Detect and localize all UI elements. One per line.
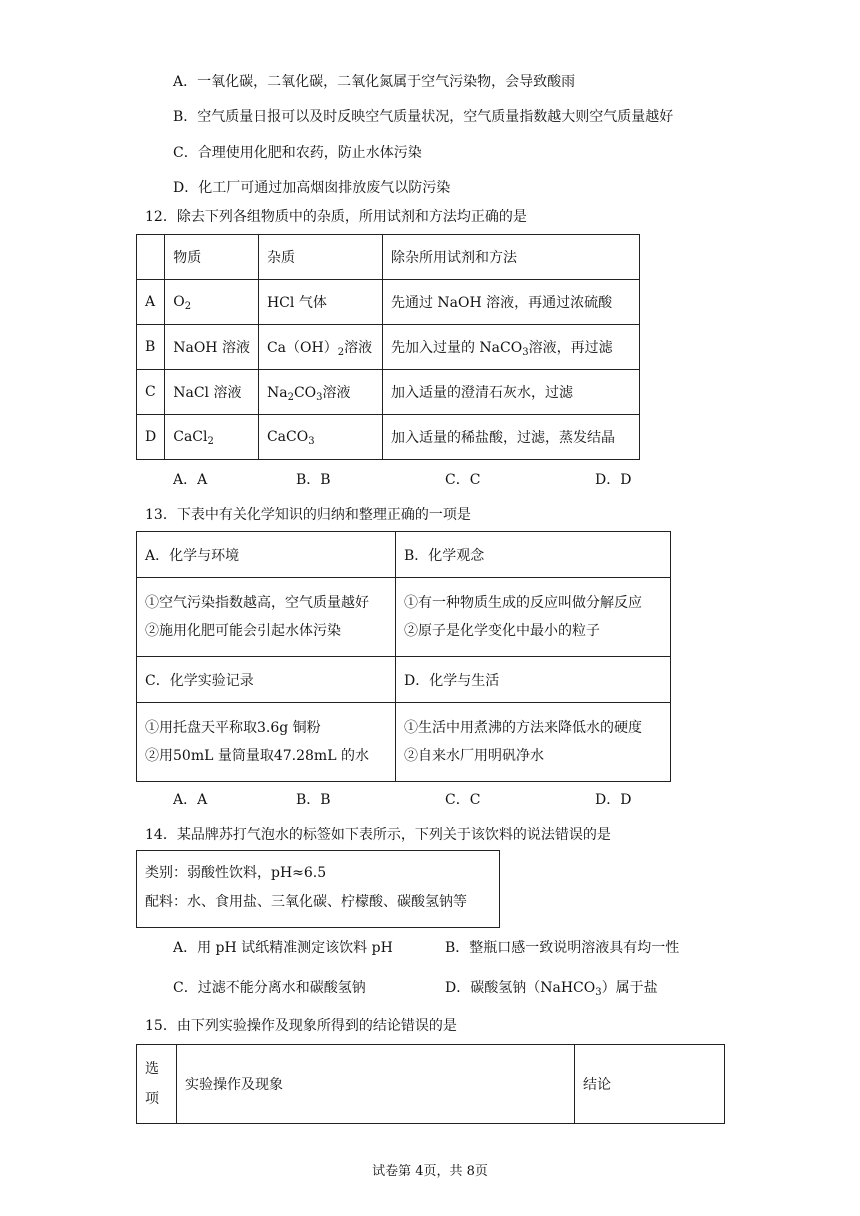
table-cell xyxy=(137,703,396,782)
q13-choice-d: D．D xyxy=(595,792,632,808)
list-item: ②自来水厂用明矾净水 xyxy=(404,748,544,764)
section-title-c: C．化学实验记录 xyxy=(137,657,396,703)
table-row xyxy=(137,415,640,460)
table-cell: NaOH 溶液 xyxy=(165,325,259,370)
table-header: 实验操作及现象 xyxy=(177,1045,575,1124)
list-item: ②施用化肥可能会引起水体污染 xyxy=(145,623,341,639)
table-cell: 先加入过量的 NaCO$_3$溶液，再过滤 xyxy=(382,325,639,370)
q12-choices xyxy=(0,470,860,490)
table-cell: $Na_2CO_3$溶液 xyxy=(258,370,382,415)
section-title-d: D．化学与生活 xyxy=(396,657,671,703)
q14-stem: 14．某品牌苏打气泡水的标签如下表所示，下列关于该饮料的说法错误的是 xyxy=(145,827,611,843)
table-row xyxy=(137,532,671,578)
table-header: 结论 xyxy=(575,1045,725,1124)
product-label-box xyxy=(136,850,500,928)
table-cell: 加入适量的澄清石灰水，过滤 xyxy=(382,370,639,415)
q12-choice-a: A．A xyxy=(173,472,208,488)
row-label: A xyxy=(137,280,165,325)
q11-option-d: D．化工厂可通过加高烟囱排放废气以防污染 xyxy=(173,180,451,196)
list-item: ①用托盘天平称取3.6g 铜粉 xyxy=(145,720,321,736)
q13-table xyxy=(136,531,671,782)
page-footer: 试卷第 4页，共 8页 xyxy=(372,1164,488,1179)
q11-option-a: A．一氧化碳，二氧化碳，二氧化氮属于空气污染物，会导致酸雨 xyxy=(173,74,576,90)
list-item: ①空气污染指数越高，空气质量越好 xyxy=(145,595,369,611)
table-cell: 先通过 NaOH 溶液，再通过浓硫酸 xyxy=(382,280,639,325)
table-cell xyxy=(137,578,396,657)
table-cell: HCl 气体 xyxy=(258,280,382,325)
label-category: 类别：弱酸性饮料，pH≈6.5 xyxy=(145,865,327,881)
table-row xyxy=(137,325,640,370)
table-cell: $O_2$ xyxy=(165,280,259,325)
table-row xyxy=(137,657,671,703)
table-header: 物质 xyxy=(165,235,259,280)
row-label: D xyxy=(137,415,165,460)
header-char: 选 xyxy=(145,1061,159,1077)
header-char: 项 xyxy=(145,1091,159,1107)
q11-option-b: B．空气质量日报可以及时反映空气质量状况，空气质量指数越大则空气质量越好 xyxy=(173,109,674,125)
table-row xyxy=(137,1045,725,1124)
q12-choice-c: C．C xyxy=(445,472,481,488)
list-item: ①有一种物质生成的反应叫做分解反应 xyxy=(404,595,642,611)
q12-choice-b: B．B xyxy=(296,472,331,488)
list-item: ①生活中用煮沸的方法来降低水的硬度 xyxy=(404,720,642,736)
q12-choice-d: D．D xyxy=(595,472,632,488)
q14-option-b: B．整瓶口感一致说明溶液具有均一性 xyxy=(445,940,680,956)
q13-choices xyxy=(0,790,860,810)
q13-stem: 13．下表中有关化学知识的归纳和整理正确的一项是 xyxy=(145,507,471,523)
list-item: ②原子是化学变化中最小的粒子 xyxy=(404,623,600,639)
table-cell: CaCO$_3$ xyxy=(258,415,382,460)
row-label: C xyxy=(137,370,165,415)
table-cell xyxy=(396,578,671,657)
q13-choice-c: C．C xyxy=(445,792,481,808)
q12-stem: 12．除去下列各组物质中的杂质，所用试剂和方法均正确的是 xyxy=(145,209,527,225)
table-row xyxy=(137,235,640,280)
row-label: B xyxy=(137,325,165,370)
table-header: 杂质 xyxy=(258,235,382,280)
section-title-b: B．化学观念 xyxy=(396,532,671,578)
q13-choice-b: B．B xyxy=(296,792,331,808)
q11-option-c: C．合理使用化肥和农药，防止水体污染 xyxy=(173,145,422,161)
table-header: 除杂所用试剂和方法 xyxy=(382,235,639,280)
q15-table xyxy=(136,1044,725,1124)
q14-option-a: A．用 pH 试纸精准测定该饮料 pH xyxy=(173,940,393,956)
section-title-a: A．化学与环境 xyxy=(137,532,396,578)
table-cell: CaCl$_2$ xyxy=(165,415,259,460)
table-row xyxy=(137,578,671,657)
q14-option-c: C．过滤不能分离水和碳酸氢钠 xyxy=(173,980,366,996)
table-cell: 加入适量的稀盐酸，过滤，蒸发结晶 xyxy=(382,415,639,460)
table-row xyxy=(137,280,640,325)
table-cell xyxy=(396,703,671,782)
q14-option-d: D．碳酸氢钠（NaHCO$_3$）属于盐 xyxy=(445,980,658,998)
table-row xyxy=(137,370,640,415)
table-cell: NaCl 溶液 xyxy=(165,370,259,415)
table-header xyxy=(137,1045,177,1124)
label-ingredients: 配料：水、食用盐、三氧化碳、柠檬酸、碳酸氢钠等 xyxy=(145,894,467,910)
list-item: ②用50mL 量筒量取47.28mL 的水 xyxy=(145,748,369,764)
q13-choice-a: A．A xyxy=(173,792,208,808)
table-cell xyxy=(137,235,165,280)
q15-stem: 15．由下列实验操作及现象所得到的结论错误的是 xyxy=(145,1018,457,1034)
table-cell: $Ca(OH)_2$溶液 xyxy=(258,325,382,370)
q12-table xyxy=(136,234,640,460)
table-row xyxy=(137,703,671,782)
